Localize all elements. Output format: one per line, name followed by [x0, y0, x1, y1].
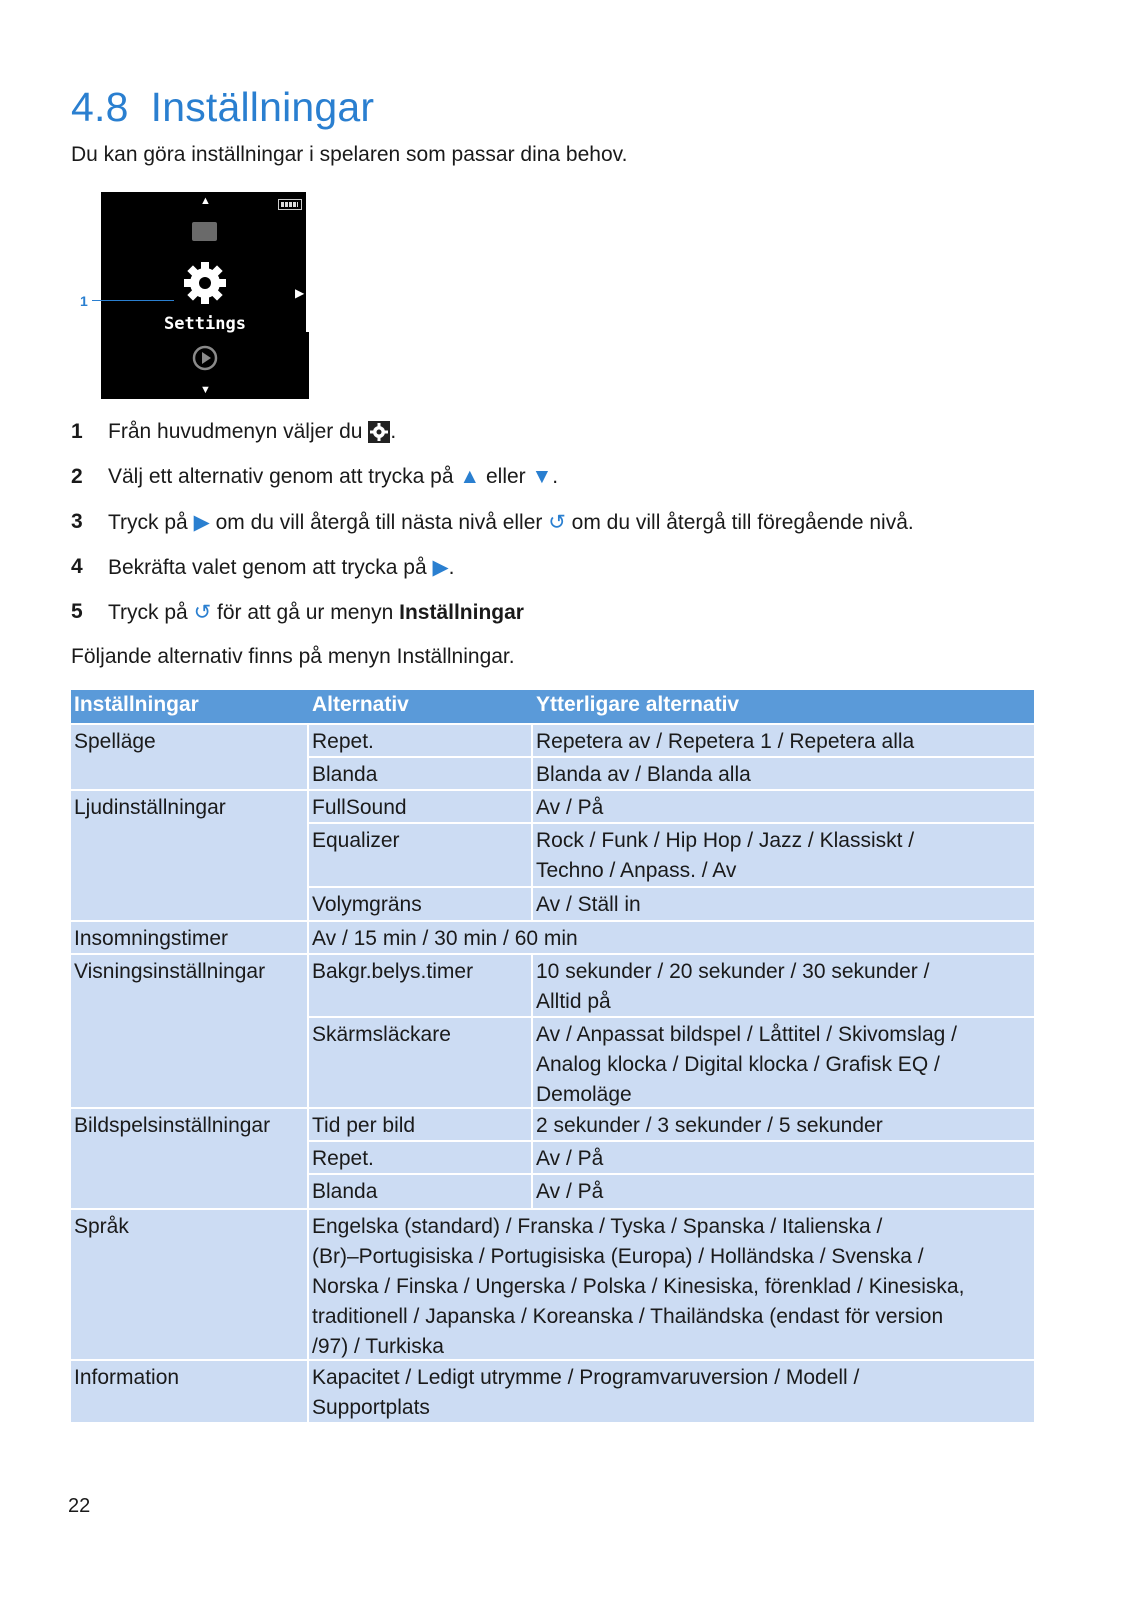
table-cell: Repet.: [309, 1142, 531, 1173]
cell-line: Norska / Finska / Ungerska / Polska / Kinesiska, förenklad / Kinesiska,: [312, 1275, 965, 1298]
table-cell: Bildspelsinställningar: [71, 1109, 307, 1208]
section-title: Inställningar: [150, 84, 375, 130]
back-arrow-icon: ↺: [548, 511, 566, 534]
table-cell: Volymgräns: [309, 888, 531, 920]
table-cell: Information: [71, 1361, 307, 1422]
page-number: 22: [68, 1495, 91, 1517]
step-text-end: .: [552, 465, 559, 488]
right-triangle-icon: ▶: [432, 556, 449, 579]
step-number: 2: [71, 465, 83, 488]
table-cell: FullSound: [309, 791, 531, 822]
cell-line: Kapacitet / Ledigt utrymme / Programvaruversion / Modell /: [312, 1366, 860, 1389]
callout-number: 1: [80, 293, 88, 309]
table-cell: Blanda: [309, 1175, 531, 1208]
table-cell: Spelläge: [71, 725, 307, 789]
header-ytterligare: Ytterligare alternativ: [536, 693, 740, 716]
play-icon: [192, 345, 218, 371]
table-cell: Insomningstimer: [71, 922, 307, 953]
cell-line: Supportplats: [312, 1396, 430, 1419]
step-number: 3: [71, 510, 83, 533]
step-text-end: .: [390, 420, 397, 443]
header-alternativ: Alternativ: [312, 693, 409, 716]
step-bold-text: Inställningar: [399, 601, 524, 624]
cell-line: /97) / Turkiska: [312, 1335, 444, 1358]
cell-line: traditionell / Japanska / Koreanska / Thailändska (endast för version: [312, 1305, 944, 1328]
table-cell: [309, 1210, 1034, 1359]
table-cell: [533, 1018, 1034, 1107]
table-cell: Blanda av / Blanda alla: [533, 758, 1034, 789]
page-title: [71, 84, 374, 131]
follow-text: Följande alternativ finns på menyn Inställningar.: [71, 645, 515, 668]
step-text: Tryck på: [108, 511, 194, 534]
table-cell: Repet.: [309, 725, 531, 756]
step-text-mid: för att gå ur menyn: [211, 601, 400, 624]
cell-line: Techno / Anpass. / Av: [536, 859, 737, 882]
table-cell: Av / På: [533, 791, 1034, 822]
table-cell: [533, 824, 1034, 886]
cell-line: Rock / Funk / Hip Hop / Jazz / Klassiskt /: [536, 829, 915, 852]
cell-line: 10 sekunder / 20 sekunder / 30 sekunder /: [536, 960, 930, 983]
table-header: [71, 690, 1034, 723]
settings-label: Settings: [164, 314, 246, 334]
settings-gear-icon: [368, 421, 390, 443]
step-text: Bekräfta valet genom att trycka på: [108, 556, 433, 579]
gear-icon: [181, 259, 229, 307]
step-text-mid: eller: [480, 465, 532, 488]
cell-line: Alltid på: [536, 990, 611, 1013]
table-cell: Av / På: [533, 1175, 1034, 1208]
step-text-end: .: [448, 556, 455, 579]
back-arrow-icon: ↺: [193, 601, 212, 624]
folder-icon: [192, 222, 217, 241]
table-cell: Blanda: [309, 758, 531, 789]
cell-line: Demoläge: [536, 1083, 632, 1106]
callout-line: [92, 300, 174, 301]
table-cell: Visningsinställningar: [71, 955, 307, 1107]
down-arrow-icon: ▼: [200, 384, 211, 396]
table-cell: Av / 15 min / 30 min / 60 min: [309, 922, 1034, 953]
table-cell: Skärmsläckare: [309, 1018, 531, 1107]
table-cell: Ljudinställningar: [71, 791, 307, 920]
table-cell: Repetera av / Repetera 1 / Repetera alla: [533, 725, 1034, 756]
header-installningar: Inställningar: [74, 693, 199, 716]
step-number: 5: [71, 600, 83, 623]
up-triangle-icon: ▲: [459, 465, 481, 488]
cell-line: Engelska (standard) / Franska / Tyska / Spanska / Italienska /: [312, 1215, 883, 1238]
down-triangle-icon: ▼: [531, 465, 553, 488]
step-number: 1: [71, 420, 83, 443]
step-text-mid: om du vill återgå till nästa nivå eller: [209, 511, 549, 534]
up-arrow-icon: ▲: [200, 195, 211, 207]
table-cell: Språk: [71, 1210, 307, 1359]
section-number: 4.8: [71, 84, 129, 130]
device-screenshot: [101, 192, 309, 399]
step-number: 4: [71, 555, 83, 578]
table-cell: Av / Ställ in: [533, 888, 1034, 920]
right-arrow-icon: ▶: [295, 286, 305, 300]
table-cell: [533, 955, 1034, 1016]
table-cell: Av / På: [533, 1142, 1034, 1173]
step-text: Tryck på: [108, 601, 194, 624]
table-cell: 2 sekunder / 3 sekunder / 5 sekunder: [533, 1109, 1034, 1140]
step-text-end: om du vill återgå till föregående nivå.: [565, 511, 914, 534]
cell-line: (Br)–Portugisiska / Portugisiska (Europa) / Holländska / Svenska /: [312, 1245, 924, 1268]
battery-icon: [278, 199, 302, 210]
table-cell: Equalizer: [309, 824, 531, 886]
table-cell: [309, 1361, 1034, 1422]
right-triangle-icon: ▶: [193, 511, 210, 534]
table-cell: Bakgr.belys.timer: [309, 955, 531, 1016]
intro-text: Du kan göra inställningar i spelaren som passar dina behov.: [71, 143, 628, 166]
cell-line: Analog klocka / Digital klocka / Grafisk EQ /: [536, 1053, 940, 1076]
table-cell: Tid per bild: [309, 1109, 531, 1140]
screen-edge: [306, 192, 309, 332]
step-text: Välj ett alternativ genom att trycka på: [108, 465, 460, 488]
step-text: Från huvudmenyn väljer du: [108, 420, 369, 443]
cell-line: Av / Anpassat bildspel / Låttitel / Skivomslag /: [536, 1023, 957, 1046]
